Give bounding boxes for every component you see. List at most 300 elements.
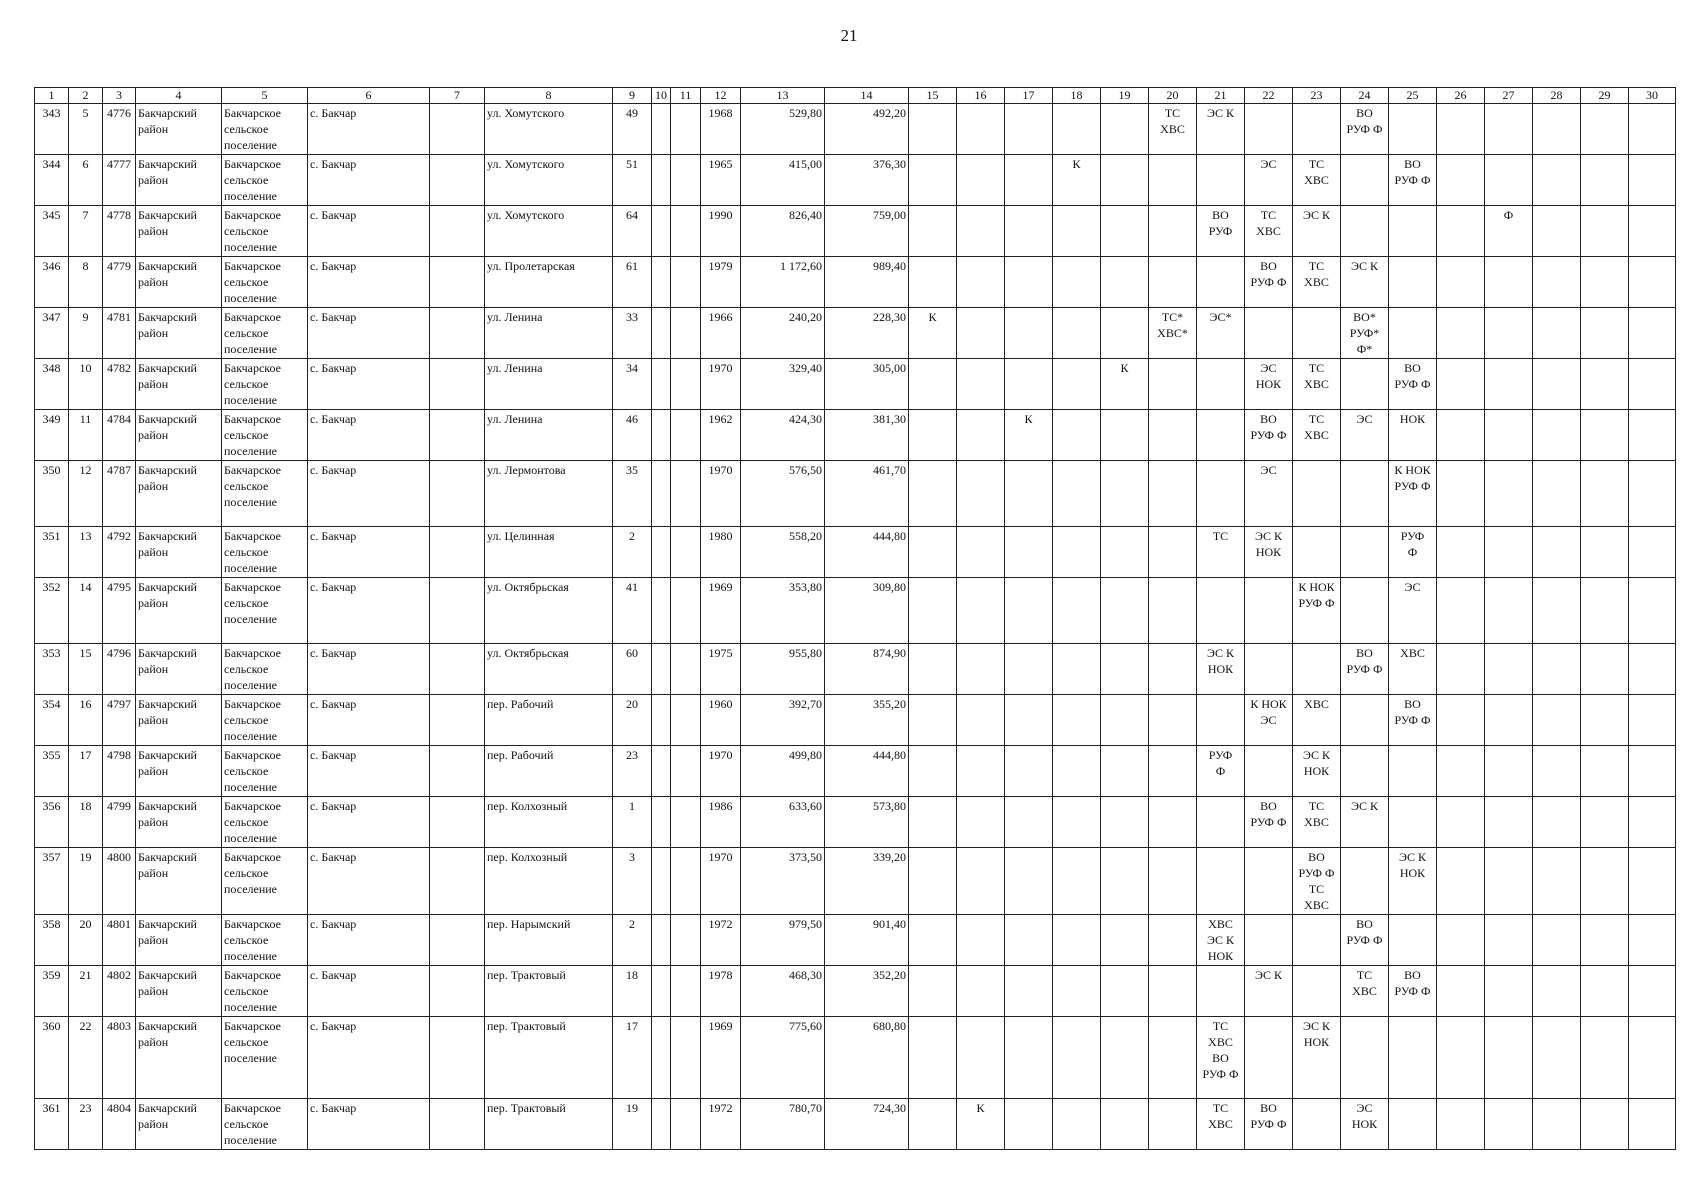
cell-col-24	[1341, 578, 1389, 644]
cell-col-13: 415,00	[741, 155, 825, 206]
cell-col-20	[1149, 915, 1197, 966]
cell-col-25: НОК	[1389, 410, 1437, 461]
cell-col-19	[1101, 104, 1149, 155]
cell-col-6: с. Бакчар	[308, 746, 430, 797]
cell-col-10	[652, 1099, 671, 1150]
cell-col-8: ул. Октябрьская	[485, 644, 613, 695]
cell-col-23	[1293, 966, 1341, 1017]
cell-col-7	[430, 206, 485, 257]
cell-col-28	[1533, 695, 1581, 746]
cell-col-28	[1533, 797, 1581, 848]
table-row	[35, 410, 1676, 461]
cell-col-25	[1389, 308, 1437, 359]
column-header-22: 22	[1245, 88, 1293, 104]
cell-col-18	[1053, 848, 1101, 915]
cell-col-21: ЭС К НОК	[1197, 644, 1245, 695]
cell-col-27	[1485, 461, 1533, 527]
cell-col-13: 240,20	[741, 308, 825, 359]
cell-col-11	[671, 915, 701, 966]
cell-col-7	[430, 257, 485, 308]
cell-col-10	[652, 578, 671, 644]
cell-col-4: Бакчарский район	[136, 915, 222, 966]
cell-col-12: 1970	[701, 461, 741, 527]
cell-col-19	[1101, 1099, 1149, 1150]
cell-col-5: Бакчарское сельское поселение	[222, 104, 308, 155]
cell-col-26	[1437, 695, 1485, 746]
cell-col-4: Бакчарский район	[136, 308, 222, 359]
cell-col-25	[1389, 1099, 1437, 1150]
cell-col-6: с. Бакчар	[308, 461, 430, 527]
cell-col-25: ВО РУФ Ф	[1389, 966, 1437, 1017]
cell-col-16	[957, 695, 1005, 746]
cell-col-29	[1581, 1017, 1629, 1099]
cell-col-5: Бакчарское сельское поселение	[222, 695, 308, 746]
cell-col-11	[671, 695, 701, 746]
cell-col-29	[1581, 746, 1629, 797]
cell-col-5: Бакчарское сельское поселение	[222, 966, 308, 1017]
column-header-28: 28	[1533, 88, 1581, 104]
cell-col-8: ул. Ленина	[485, 410, 613, 461]
cell-col-22: ЭС	[1245, 461, 1293, 527]
cell-col-13: 373,50	[741, 848, 825, 915]
cell-col-11	[671, 746, 701, 797]
cell-col-17	[1005, 797, 1053, 848]
cell-col-28	[1533, 644, 1581, 695]
cell-col-30	[1629, 359, 1676, 410]
cell-col-6: с. Бакчар	[308, 915, 430, 966]
cell-col-24	[1341, 155, 1389, 206]
cell-col-9: 2	[613, 527, 652, 578]
cell-col-1: 358	[35, 915, 69, 966]
cell-col-3: 4787	[103, 461, 136, 527]
cell-col-13: 979,50	[741, 915, 825, 966]
cell-col-27: Ф	[1485, 206, 1533, 257]
cell-col-27	[1485, 797, 1533, 848]
cell-col-23: ТС ХВС	[1293, 410, 1341, 461]
cell-col-29	[1581, 797, 1629, 848]
cell-col-21	[1197, 257, 1245, 308]
table-row	[35, 746, 1676, 797]
cell-col-9: 1	[613, 797, 652, 848]
cell-col-8: ул. Хомутского	[485, 206, 613, 257]
cell-col-17	[1005, 359, 1053, 410]
table-row	[35, 578, 1676, 644]
cell-col-10	[652, 527, 671, 578]
cell-col-28	[1533, 915, 1581, 966]
cell-col-7	[430, 461, 485, 527]
cell-col-20	[1149, 155, 1197, 206]
cell-col-1: 348	[35, 359, 69, 410]
housing-register-table	[34, 87, 1676, 1150]
cell-col-20	[1149, 695, 1197, 746]
table-row	[35, 359, 1676, 410]
cell-col-7	[430, 695, 485, 746]
cell-col-21	[1197, 578, 1245, 644]
cell-col-20	[1149, 746, 1197, 797]
cell-col-22: К НОК ЭС	[1245, 695, 1293, 746]
cell-col-27	[1485, 966, 1533, 1017]
cell-col-23	[1293, 527, 1341, 578]
cell-col-8: ул. Целинная	[485, 527, 613, 578]
cell-col-19	[1101, 966, 1149, 1017]
cell-col-21	[1197, 848, 1245, 915]
table-row	[35, 155, 1676, 206]
cell-col-16	[957, 104, 1005, 155]
cell-col-5: Бакчарское сельское поселение	[222, 461, 308, 527]
cell-col-21	[1197, 966, 1245, 1017]
cell-col-5: Бакчарское сельское поселение	[222, 915, 308, 966]
cell-col-11	[671, 578, 701, 644]
cell-col-2: 21	[69, 966, 103, 1017]
cell-col-16	[957, 461, 1005, 527]
cell-col-5: Бакчарское сельское поселение	[222, 308, 308, 359]
cell-col-17	[1005, 1099, 1053, 1150]
cell-col-21: ТС ХВС	[1197, 1099, 1245, 1150]
cell-col-6: с. Бакчар	[308, 695, 430, 746]
table-row	[35, 644, 1676, 695]
cell-col-18	[1053, 527, 1101, 578]
column-header-21: 21	[1197, 88, 1245, 104]
cell-col-25: К НОК РУФ Ф	[1389, 461, 1437, 527]
cell-col-30	[1629, 695, 1676, 746]
column-header-15: 15	[909, 88, 957, 104]
cell-col-8: пер. Трактовый	[485, 1099, 613, 1150]
cell-col-15	[909, 915, 957, 966]
cell-col-26	[1437, 206, 1485, 257]
cell-col-7	[430, 104, 485, 155]
cell-col-15	[909, 155, 957, 206]
cell-col-23: К НОК РУФ Ф	[1293, 578, 1341, 644]
cell-col-18	[1053, 206, 1101, 257]
cell-col-28	[1533, 848, 1581, 915]
column-header-26: 26	[1437, 88, 1485, 104]
column-header-17: 17	[1005, 88, 1053, 104]
cell-col-19	[1101, 644, 1149, 695]
cell-col-5: Бакчарское сельское поселение	[222, 359, 308, 410]
column-header-14: 14	[825, 88, 909, 104]
cell-col-22	[1245, 915, 1293, 966]
cell-col-14: 339,20	[825, 848, 909, 915]
table-row	[35, 206, 1676, 257]
cell-col-28	[1533, 359, 1581, 410]
cell-col-3: 4782	[103, 359, 136, 410]
cell-col-15	[909, 695, 957, 746]
cell-col-25	[1389, 257, 1437, 308]
cell-col-13: 1 172,60	[741, 257, 825, 308]
cell-col-19	[1101, 797, 1149, 848]
cell-col-28	[1533, 257, 1581, 308]
cell-col-20	[1149, 966, 1197, 1017]
cell-col-18	[1053, 644, 1101, 695]
cell-col-27	[1485, 695, 1533, 746]
cell-col-1: 352	[35, 578, 69, 644]
cell-col-1: 353	[35, 644, 69, 695]
column-header-2: 2	[69, 88, 103, 104]
cell-col-15	[909, 966, 957, 1017]
table-row	[35, 527, 1676, 578]
cell-col-9: 46	[613, 410, 652, 461]
cell-col-11	[671, 527, 701, 578]
cell-col-14: 989,40	[825, 257, 909, 308]
cell-col-27	[1485, 1099, 1533, 1150]
cell-col-2: 22	[69, 1017, 103, 1099]
cell-col-10	[652, 644, 671, 695]
cell-col-3: 4800	[103, 848, 136, 915]
cell-col-23: ХВС	[1293, 695, 1341, 746]
cell-col-24: ЭС К	[1341, 797, 1389, 848]
cell-col-27	[1485, 257, 1533, 308]
cell-col-5: Бакчарское сельское поселение	[222, 746, 308, 797]
cell-col-12: 1979	[701, 257, 741, 308]
cell-col-25: ВО РУФ Ф	[1389, 695, 1437, 746]
cell-col-18	[1053, 1017, 1101, 1099]
cell-col-25: ЭС	[1389, 578, 1437, 644]
column-header-6: 6	[308, 88, 430, 104]
cell-col-6: с. Бакчар	[308, 848, 430, 915]
cell-col-25	[1389, 915, 1437, 966]
cell-col-12: 1986	[701, 797, 741, 848]
cell-col-28	[1533, 966, 1581, 1017]
cell-col-5: Бакчарское сельское поселение	[222, 1099, 308, 1150]
cell-col-2: 16	[69, 695, 103, 746]
cell-col-21: ВО РУФ	[1197, 206, 1245, 257]
cell-col-8: пер. Трактовый	[485, 966, 613, 1017]
cell-col-4: Бакчарский район	[136, 578, 222, 644]
cell-col-22: ЭС К НОК	[1245, 527, 1293, 578]
cell-col-22: ЭС НОК	[1245, 359, 1293, 410]
cell-col-13: 392,70	[741, 695, 825, 746]
cell-col-1: 356	[35, 797, 69, 848]
table-row	[35, 966, 1676, 1017]
cell-col-15	[909, 848, 957, 915]
cell-col-13: 424,30	[741, 410, 825, 461]
cell-col-24	[1341, 1017, 1389, 1099]
cell-col-15: К	[909, 308, 957, 359]
cell-col-21	[1197, 410, 1245, 461]
cell-col-6: с. Бакчар	[308, 644, 430, 695]
cell-col-5: Бакчарское сельское поселение	[222, 578, 308, 644]
cell-col-26	[1437, 257, 1485, 308]
cell-col-8: ул. Пролетарская	[485, 257, 613, 308]
cell-col-26	[1437, 308, 1485, 359]
cell-col-27	[1485, 104, 1533, 155]
cell-col-26	[1437, 966, 1485, 1017]
column-header-24: 24	[1341, 88, 1389, 104]
cell-col-18	[1053, 461, 1101, 527]
cell-col-18	[1053, 915, 1101, 966]
cell-col-8: ул. Хомутского	[485, 155, 613, 206]
cell-col-24: ВО РУФ Ф	[1341, 104, 1389, 155]
cell-col-24: ВО РУФ Ф	[1341, 915, 1389, 966]
cell-col-13: 775,60	[741, 1017, 825, 1099]
cell-col-17	[1005, 527, 1053, 578]
cell-col-3: 4792	[103, 527, 136, 578]
cell-col-28	[1533, 578, 1581, 644]
cell-col-16	[957, 257, 1005, 308]
cell-col-28	[1533, 461, 1581, 527]
cell-col-6: с. Бакчар	[308, 257, 430, 308]
cell-col-14: 444,80	[825, 746, 909, 797]
cell-col-15	[909, 257, 957, 308]
cell-col-5: Бакчарское сельское поселение	[222, 527, 308, 578]
cell-col-27	[1485, 155, 1533, 206]
cell-col-18	[1053, 746, 1101, 797]
cell-col-12: 1969	[701, 1017, 741, 1099]
cell-col-28	[1533, 155, 1581, 206]
cell-col-19	[1101, 848, 1149, 915]
cell-col-17	[1005, 257, 1053, 308]
cell-col-30	[1629, 915, 1676, 966]
cell-col-8: ул. Октябрьская	[485, 578, 613, 644]
cell-col-22: ЭС К	[1245, 966, 1293, 1017]
cell-col-26	[1437, 1099, 1485, 1150]
cell-col-30	[1629, 308, 1676, 359]
cell-col-22: ЭС	[1245, 155, 1293, 206]
cell-col-17	[1005, 746, 1053, 797]
cell-col-25	[1389, 104, 1437, 155]
cell-col-8: ул. Ленина	[485, 359, 613, 410]
cell-col-25	[1389, 1017, 1437, 1099]
cell-col-27	[1485, 308, 1533, 359]
cell-col-14: 352,20	[825, 966, 909, 1017]
column-header-30: 30	[1629, 88, 1676, 104]
cell-col-19: К	[1101, 359, 1149, 410]
cell-col-14: 228,30	[825, 308, 909, 359]
cell-col-30	[1629, 966, 1676, 1017]
cell-col-10	[652, 966, 671, 1017]
cell-col-7	[430, 1099, 485, 1150]
cell-col-30	[1629, 746, 1676, 797]
cell-col-24: ВО РУФ Ф	[1341, 644, 1389, 695]
cell-col-20	[1149, 410, 1197, 461]
cell-col-8: пер. Нарымский	[485, 915, 613, 966]
cell-col-12: 1962	[701, 410, 741, 461]
cell-col-9: 18	[613, 966, 652, 1017]
cell-col-6: с. Бакчар	[308, 104, 430, 155]
cell-col-1: 344	[35, 155, 69, 206]
cell-col-24: ВО* РУФ* Ф*	[1341, 308, 1389, 359]
cell-col-16	[957, 527, 1005, 578]
cell-col-26	[1437, 915, 1485, 966]
cell-col-29	[1581, 1099, 1629, 1150]
cell-col-2: 6	[69, 155, 103, 206]
cell-col-20	[1149, 578, 1197, 644]
cell-col-26	[1437, 104, 1485, 155]
cell-col-12: 1975	[701, 644, 741, 695]
cell-col-13: 499,80	[741, 746, 825, 797]
table-row	[35, 257, 1676, 308]
cell-col-1: 350	[35, 461, 69, 527]
cell-col-5: Бакчарское сельское поселение	[222, 155, 308, 206]
cell-col-1: 347	[35, 308, 69, 359]
cell-col-18	[1053, 104, 1101, 155]
cell-col-17	[1005, 848, 1053, 915]
cell-col-20	[1149, 527, 1197, 578]
cell-col-28	[1533, 1017, 1581, 1099]
cell-col-17	[1005, 578, 1053, 644]
cell-col-12: 1970	[701, 359, 741, 410]
cell-col-30	[1629, 206, 1676, 257]
cell-col-2: 19	[69, 848, 103, 915]
cell-col-1: 345	[35, 206, 69, 257]
cell-col-7	[430, 746, 485, 797]
cell-col-29	[1581, 915, 1629, 966]
cell-col-7	[430, 915, 485, 966]
column-header-4: 4	[136, 88, 222, 104]
cell-col-14: 901,40	[825, 915, 909, 966]
cell-col-30	[1629, 1099, 1676, 1150]
cell-col-9: 51	[613, 155, 652, 206]
column-header-25: 25	[1389, 88, 1437, 104]
cell-col-22	[1245, 1017, 1293, 1099]
cell-col-14: 444,80	[825, 527, 909, 578]
cell-col-19	[1101, 527, 1149, 578]
cell-col-23: ЭС К НОК	[1293, 746, 1341, 797]
cell-col-20	[1149, 848, 1197, 915]
cell-col-18	[1053, 257, 1101, 308]
cell-col-17	[1005, 155, 1053, 206]
cell-col-30	[1629, 410, 1676, 461]
cell-col-8: пер. Рабочий	[485, 695, 613, 746]
table-row	[35, 461, 1676, 527]
column-header-5: 5	[222, 88, 308, 104]
cell-col-8: ул. Хомутского	[485, 104, 613, 155]
cell-col-12: 1980	[701, 527, 741, 578]
cell-col-16	[957, 848, 1005, 915]
cell-col-25: РУФ Ф	[1389, 527, 1437, 578]
cell-col-28	[1533, 206, 1581, 257]
cell-col-18	[1053, 797, 1101, 848]
cell-col-25	[1389, 206, 1437, 257]
cell-col-12: 1966	[701, 308, 741, 359]
cell-col-15	[909, 1017, 957, 1099]
cell-col-22	[1245, 578, 1293, 644]
cell-col-1: 343	[35, 104, 69, 155]
cell-col-4: Бакчарский район	[136, 257, 222, 308]
cell-col-25: ВО РУФ Ф	[1389, 155, 1437, 206]
cell-col-2: 13	[69, 527, 103, 578]
cell-col-23: ЭС К НОК	[1293, 1017, 1341, 1099]
cell-col-22	[1245, 848, 1293, 915]
cell-col-12: 1968	[701, 104, 741, 155]
cell-col-3: 4776	[103, 104, 136, 155]
cell-col-15	[909, 578, 957, 644]
cell-col-22: ВО РУФ Ф	[1245, 1099, 1293, 1150]
cell-col-13: 576,50	[741, 461, 825, 527]
cell-col-24	[1341, 695, 1389, 746]
cell-col-14: 492,20	[825, 104, 909, 155]
cell-col-29	[1581, 527, 1629, 578]
cell-col-1: 361	[35, 1099, 69, 1150]
cell-col-24	[1341, 461, 1389, 527]
cell-col-3: 4777	[103, 155, 136, 206]
cell-col-17	[1005, 644, 1053, 695]
cell-col-16	[957, 915, 1005, 966]
cell-col-30	[1629, 797, 1676, 848]
cell-col-26	[1437, 578, 1485, 644]
column-header-12: 12	[701, 88, 741, 104]
cell-col-23: ТС ХВС	[1293, 257, 1341, 308]
cell-col-14: 355,20	[825, 695, 909, 746]
cell-col-20	[1149, 206, 1197, 257]
cell-col-11	[671, 1099, 701, 1150]
cell-col-1: 355	[35, 746, 69, 797]
cell-col-1: 349	[35, 410, 69, 461]
column-header-1: 1	[35, 88, 69, 104]
cell-col-10	[652, 155, 671, 206]
cell-col-12: 1960	[701, 695, 741, 746]
cell-col-7	[430, 797, 485, 848]
